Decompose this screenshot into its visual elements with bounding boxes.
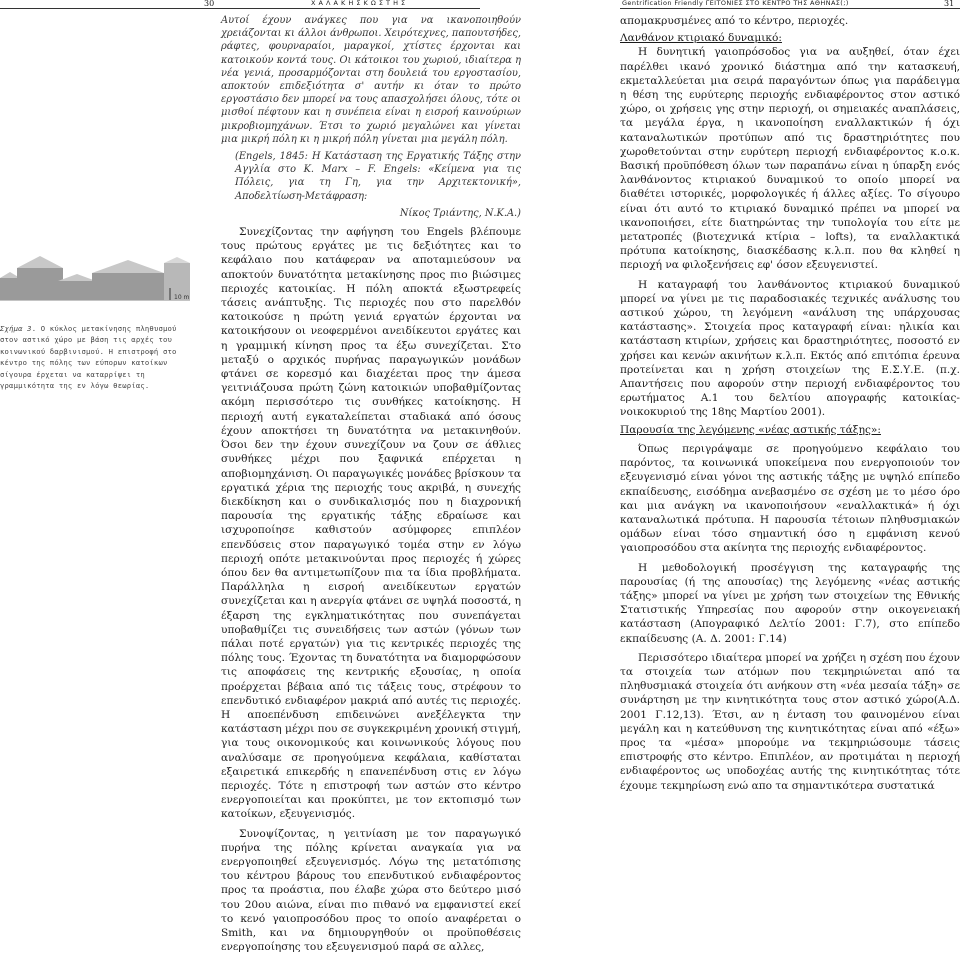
- body-paragraph: Η μεθοδολογική προσέγγιση της καταγραφής της παρουσίας (ή της απουσίας) της λεγόμενης «νέας αστικής τάξης» μπορεί να γίνει με χρήση των στοιχείων της Εθνικής Στατιστικής Υπηρεσίας που αφορούν στην οικογενειακή κατάσταση (Απογραφικό Δελτίο 2001: Γ.7), στο επίπεδο εκπαίδευσης (Α. Δ. 2001: Γ.14): [620, 561, 960, 645]
- running-author: Χ Α Λ Α Κ Η Σ Κ Ω Σ Τ Η Σ: [311, 0, 406, 7]
- running-title: Gentrification Friendly ΓΕΙΤΟΝΙΕΣ ΣΤΟ ΚΕΝΤΡΟ ΤΗΣ ΑΘΗΝΑΣ(;): [622, 0, 849, 7]
- body-paragraph: απομακρυσμένες από το κέντρο, περιοχές.: [620, 15, 849, 27]
- right-column: [620, 14, 960, 793]
- figure-houses: [0, 236, 190, 301]
- middle-column: [221, 14, 521, 954]
- left-page-number: 30: [204, 0, 215, 8]
- engels-quote: Αυτοί έχουν ανάγκες που για να ικανοποιηθούν χρειάζονται κι άλλοι άνθρωποι. Χειρότεχνες, παπουτσήδες, ράφτες, φουρναραίοι, μαραγκοί, χτίστες έρχονται και κατοικούν κοντά τους. Οι κάτοικοι του χωριού, ιδιαίτερα η νέα γενιά, προσαρμόζονται στη δουλειά του εργοστασίου, αποκτούν επιδεξιότητα σ' αυτήν κι όταν το πρώτο εργοστάσιο δεν μπορεί να τους απασχολήσει όλους, τότε οι μισθοί πέφτουν και η συνέπεια είναι η εισροή καινούριων μικροβιομηχάνων. Έτσι το χωριό μεγαλώνει και γίνεται μια μικρή πόλη κι η μικρή πόλη γίνεται μια μεγάλη πόλη.: [221, 15, 521, 145]
- figure-caption: [0, 323, 196, 391]
- scale-label: 10 m: [174, 294, 190, 301]
- houses-illustration: [0, 236, 190, 301]
- section-heading: Παρουσία της λεγόμενης «νέας αστικής τάξης»:: [620, 423, 881, 436]
- quote-citation: (Engels, 1845: Η Κατάσταση της Εργατικής Τάξης στην Αγγλία στο K. Marx – F. Engels: «Κείμενα για τις Πόλεις, για τη Γη, για την Αρχιτεκτονική», Αποδελτίωση-Μετάφραση:: [235, 151, 521, 202]
- figure-caption-text: . Ο κύκλος μετακίνησης πληθυσμού στον αστικό χώρο με βάση τις αρχές του κοινωνικού δαρβινισμού. Η επιστροφή στο κέντρο της πόλης των εύπορων κατοίκων σίγουρα έρχεται να καταρρίψει τη γραμμικότητα της εν λόγω θεωρίας.: [0, 324, 177, 391]
- quote-citation-translator: Νίκος Τριάντης, Ν.Κ.Α.): [399, 207, 521, 219]
- section-heading: Λανθάνον κτιριακό δυναμικό:: [620, 32, 782, 45]
- house-wide-icon: [92, 260, 164, 300]
- body-paragraph: Συνοψίζοντας, η γειτνίαση με τον παραγωγικό πυρήνα της πόλης κρίνεται αναγκαία για να ενεργοποιηθεί εξευγενισμός. Λόγω της μετατόπισης του κέντρου βάρους του επενδυτικού ενδιαφέροντος προς τα προάστια, που έλαβε χώρα στο δεύτερο μισό του 20ου αιώνα, είναι πιο πιθανό να εμφανιστεί εκεί το κενό γαιοπροσόδου προς το οποίο αναφέρεται ο Smith, και να δημιουργηθούν οι προϋποθέσεις ενεργοποίησης του εξευγενισμού παρά σε αλλες,: [221, 827, 521, 954]
- body-paragraph: Η καταγραφή του λανθάνοντος κτιριακού δυναμικού μπορεί να γίνει με τις παραδοσιακές τεχνικές ανάλυσης του αστικού χώρου, τη λεγόμενη «ανάλυση της υπάρχουσας κατάστασης». Στοιχεία προς καταγραφή είναι: ηλικία και κατάσταση κτιρίων, χρήσεις και δραστηριότητες, ποσοστό εν χρήσει και κενών ακινήτων κ.λ.π. Εκτός από επιτόπια έρευνα προτείνεται και η χρήση στοιχείων της Ε.Σ.Υ.Ε. (π.χ. Απαντήσεις που αφορούν στην περιοχή ενδιαφέροντος του ερωτήματος Α.1 του δελτίου απογραφής κατοικίας-νοικοκυριού της 18ης Μαρτίου 2001).: [620, 278, 960, 419]
- house-medium-icon: [58, 274, 96, 300]
- header-left: [0, 0, 480, 9]
- body-paragraph: Περισσότερο ιδιαίτερα μπορεί να χρήζει η σχέση που έχουν τα στοιχεία των ατόμων που τεκμηριώνεται από τα πληθυσμιακά στοιχεία ότι ανήκουν στη «νέα μεσαία τάξη» σε συνάρτηση με την κινητικότητα τους στον αστικό χώρο(Α.Δ. 2001 Γ.12,13). Έτσι, αν η ένταση του φαινομένου είναι μεγάλη και η κατεύθυνση της κινητικότητας είναι από «έξω» προς τα «μέσα» μπορούμε να τεκμηριώσουμε τάσεις επιστροφής στο κέντρο. Επιπλέον, αν προτιμάται η περιοχή ενδιαφέροντος ως υποδοχέας αυτής της κινητικότητας τότε έχουμε τεκμηρίωση ενώ απο τα σημαντικότερα συστατικά: [620, 651, 960, 792]
- house-tall-icon: [17, 256, 63, 300]
- body-paragraph: Συνεχίζοντας την αφήγηση του Engels βλέπουμε τους πρώτους εργάτες με τις δεξιότητες και το κεφάλαιο που κατάφεραν να αποταμιεύσουν να αποκτούν δυνατότητα μετακίνησης προς πιο βιώσιμες περιοχές κατοικίας. Η πόλη αποκτά εξωστρεφείς τάσεις ανάπτυξης. Τις περιοχές που στο παρελθόν κατοικούσε η πρώτη γενιά εργατών έρχονται να κατοικήσουν οι νεοφερμένοι ανειδίκευτοι εργάτες και η γραμμική κίνηση προς τα έξω συνεχίζεται. Στο μεταξύ ο αρχικός πυρήνας παραγωγικών μονάδων φτάνει σε κορεσμό και διαχέεται προς την άμεσα γειτνιάζουσα πρώτη ζώνη κατοικιών υποβαθμίζοντας ακόμη περισσότερο τις συνθήκες κατοίκησης. Η περιοχή αυτή εγκαταλείπεται σταδιακά από όσους έχουν αποκτήσει τη δυνατότητα να μετακινηθούν. Όσοι δεν την έχουν συνεχίζουν να ζουν σε άθλιες συνθήκες μέχρι που ξαφνικά επέρχεται η αποβιομηχάνιση. Οι παραγωγικές μονάδες βρίσκουν τα εργατικά χέρια της περιοχής τους ακριβά, η συνεχής διεκδίκηση και ο συνδικαλισμός που η διαχρονική παρουσία της εργατικής τάξης εδραίωσε και ισχυροποίησε καθιστούν ασύμφορες επιπλέον επενδύσεις στον παραγωγικό τομέα στην εν λόγω περιοχή οπότε μετακινούνται προς περιοχές ή χώρες όπου δεν θα αντιμετωπίζουν πια τα ίδια προβλήματα. Παράλληλα η εισροή ανειδίκευτων εργατών συνεχίζεται και η ανεργία φτάνει σε υψηλά ποσοστά, η έξαρση της εγκληματικότητας που συνεπάγεται υποβαθμίζει τις συνειδήσεις των αστών (γόνων των πάλαι ποτέ εργατών) για τις κεντρικές περιοχές της πόλης τους. Έχοντας τη δυνατότητα να διαμορφώσουν τις αποφάσεις της κεντρικής εξουσίας, η οποία προέρχεται βέβαια από τις τάξεις τους, στρέφουν το επενδυτικό ενδιαφέρον μακριά από αυτές τις περιοχές. Η αποεπένδυση επιδεινώνει ανεξέλεγκτα την κατάσταση μέχρι που σε συγκεκριμένη χρονική στιγμή, για τους οικονομικούς και κοινωνικούς λόγους που αναλύσαμε σε προηγούμενα κεφάλαια, καθίσταται εξαιρετικά επικερδής η επανεπένδυση στις εν λόγω περιοχές. Τότε η επιστροφή των αστών στο κέντρο ενεργοποιείται και προκύπτει, με τον εκτοπισμό των κατοίκων, εξευγενισμός.: [221, 226, 521, 821]
- body-paragraph: Η δυνητική γαιοπρόσοδος για να αυξηθεί, όταν έχει παρέλθει ικανό χρονικό διάστημα από την κατασκευή, εκμεταλλεύεται μια σειρά παραγόντων όπως για παράδειγμα η θέση της ευρύτερης περιοχής ενδιαφέροντος στον αστικό χώρο, οι χρήσεις γης στην περιοχή, οι σημειακές αναπλάσεις, τα μεγάλα έργα, η ικανοποίηση εναλλακτικών ή όχι καταναλωτικών προτύπων από τις δραστηριότητες που χωροθετούνται στην ευρύτερη περιοχή ενδιαφέροντος κ.ο.κ. Βασική προϋπόθεση όλων των παραπάνω είναι η ύπαρξη ενός λανθάνοντος κτιριακού δυναμικού το οποίο μπορεί να διαθέτει ιστορικές, μορφολογικές ή άλλες αξίες. Το σίγουρο είναι ότι αυτό το κτιριακό δυναμικό πρέπει να μπορεί να ικανοποιήσει, είτε διατηρώντας την τυπολογία του είτε με μετατροπές (βιοτεχνικά κτίρια – lofts), τα εναλλακτικά πρότυπα κατοίκησης, διασκέδασης κ.λ.π. που θα κληθεί η περιοχή να φιλοξενήσεις εφ' όσον εξευγενιστεί.: [620, 46, 960, 272]
- header-rule-left: [0, 8, 480, 9]
- body-paragraph: Όπως περιγράψαμε σε προηγούμενο κεφάλαιο του παρόντος, τα κοινωνικά υποκείμενα που ενεργοποιούν τον εξευγενισμό είναι γόνοι της αστικής τάξης με υψηλό επίπεδο εκπαίδευσης, εισόδημα ανεβασμένο σε σχέση με το μέσο όρο και μια ανάγκη να ικανοποιήσουν «εναλλακτικά» ή όχι καταναλωτικά πρότυπα. Η παρουσία τέτοιων πληθυσμιακών ομάδων είναι τόσο σημαντική όσο η εμφάνιση κενού γαιοπροσόδου στα ακίνητα της περιοχής ενδιαφέροντος.: [620, 442, 960, 555]
- header-rule-right: [620, 8, 960, 9]
- figure-caption-lead: Σχήμα 3: [0, 324, 32, 333]
- right-page-number: 31: [944, 0, 955, 8]
